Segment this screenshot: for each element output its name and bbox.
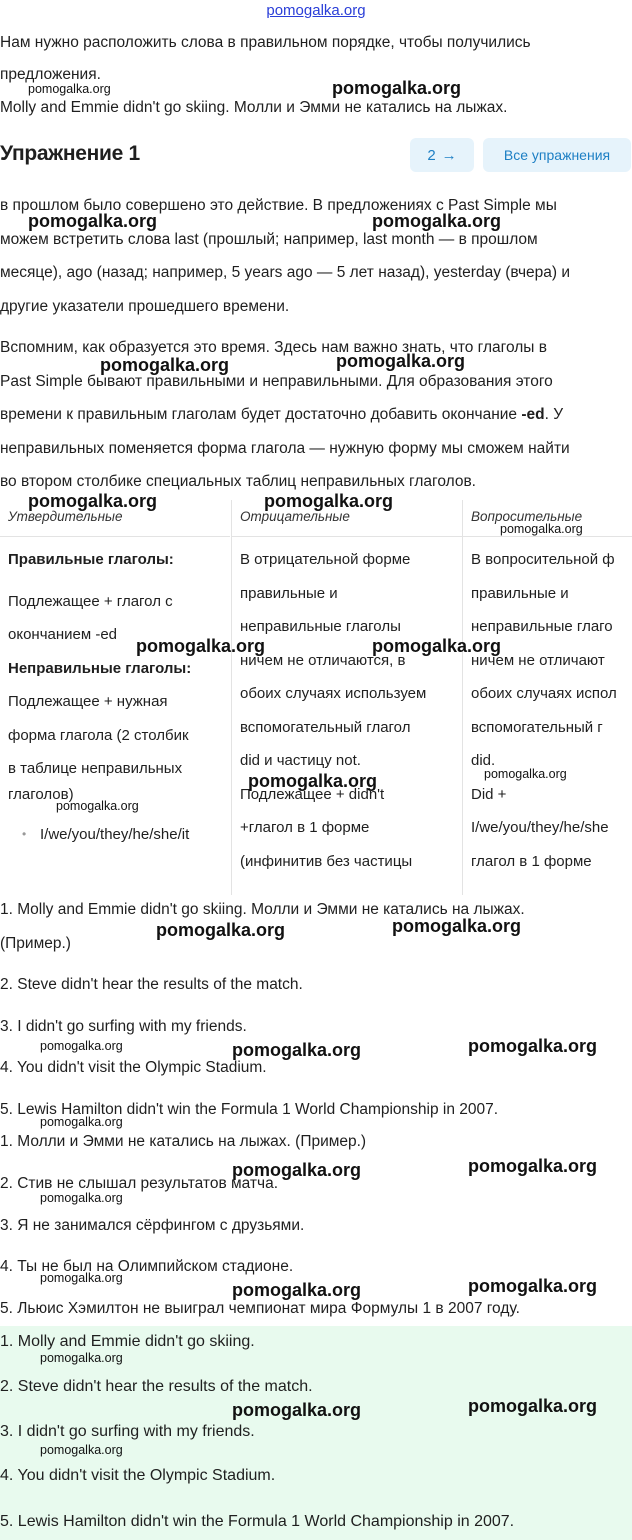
theory-line: Past Simple бывают правильными и неправильными. Для образования этого: [0, 373, 553, 390]
table-cell-line: Подлежащее + didn't: [240, 785, 385, 803]
intro-line-3: Molly and Emmie didn't go skiing. Молли и Эмми не катались на лыжах.: [0, 99, 508, 116]
theory-line: во втором столбике специальных таблиц неправильных глаголов.: [0, 473, 476, 490]
watermark: pomogalka.org: [232, 1280, 362, 1300]
task-en-line: 3. I didn't go surfing with my friends.: [0, 1018, 247, 1035]
table-cell-line: вспомогательный г: [471, 718, 603, 736]
watermark: pomogalka.org: [40, 1443, 123, 1457]
watermark: pomogalka.org: [28, 491, 158, 511]
table-cell-line: (инфинитив без частицы: [240, 852, 413, 870]
watermark: pomogalka.org: [372, 636, 502, 656]
task-en-line: (Пример.): [0, 935, 71, 952]
watermark: pomogalka.org: [484, 767, 567, 781]
arrow-right-icon: →: [441, 146, 457, 164]
regular-verbs-title: Правильные глаголы:: [8, 551, 174, 568]
theory-line: неправильных поменяется форма глагола — нужную форму мы сможем найти: [0, 440, 570, 457]
next-exercise-label: 2: [427, 146, 436, 164]
table-cell-line: В отрицательной форме: [240, 551, 411, 568]
watermark: pomogalka.org: [500, 522, 583, 536]
table-cell-line: I/we/you/they/he/she: [471, 819, 609, 836]
page-title: Упражнение 1: [0, 142, 140, 165]
next-exercise-button[interactable]: [410, 138, 474, 172]
answer-line: 3. I didn't go surfing with my friends.: [0, 1423, 255, 1440]
task-ru-line: 4. Ты не был на Олимпийском стадионе.: [0, 1258, 294, 1275]
table-cell-line: ничем не отличают: [471, 651, 605, 669]
watermark: pomogalka.org: [372, 211, 502, 231]
task-ru-line: 1. Молли и Эмми не катались на лыжах. (Пример.): [0, 1133, 367, 1150]
theory-line: Вспомним, как образуется это время. Здесь нам важно знать, что глаголы в: [0, 339, 547, 356]
intro-line-1: Нам нужно расположить слова в правильном порядке, чтобы получились: [0, 34, 531, 51]
watermark: pomogalka.org: [336, 351, 466, 371]
table-cell-line: окончанием -ed: [8, 626, 118, 643]
watermark: pomogalka.org: [468, 1276, 598, 1296]
watermark: pomogalka.org: [56, 799, 139, 813]
bullet-item: • I/we/you/they/he/she/it: [8, 818, 222, 852]
theory-line: в прошлом было совершено это действие. В предложениях с Past Simple мы: [0, 197, 557, 214]
table-header: Утвердительные: [0, 500, 230, 537]
watermark: pomogalka.org: [156, 920, 286, 940]
table-cell-line: did и частицу not.: [240, 752, 361, 769]
watermark: pomogalka.org: [100, 355, 230, 375]
intro-line-2: предложения.: [0, 66, 101, 83]
irregular-verbs-title: Неправильные глаголы:: [8, 659, 192, 677]
answer-line: 2. Steve didn't hear the results of the match.: [0, 1378, 313, 1395]
watermark: pomogalka.org: [40, 1271, 123, 1285]
table-column-negative: [231, 500, 462, 895]
watermark: pomogalka.org: [136, 636, 266, 656]
watermark: pomogalka.org: [28, 82, 111, 96]
task-en-line: 1. Molly and Emmie didn't go skiing. Молли и Эмми не катались на лыжах.: [0, 901, 525, 918]
task-ru-line: 2. Стив не слышал результатов матча.: [0, 1175, 279, 1192]
watermark: pomogalka.org: [392, 916, 522, 936]
theory-line: можем встретить слова last (прошлый; например, last month — в прошлом: [0, 231, 538, 248]
table-header: Вопросительные: [463, 500, 632, 537]
task-ru-line: 3. Я не занимался сёрфингом с друзьями.: [0, 1217, 305, 1234]
table-cell-line: неправильные глаго: [471, 618, 613, 635]
table-cell-line: +глагол в 1 форме: [240, 819, 370, 836]
table-cell-line: правильные и: [471, 584, 569, 602]
theory-line: другие указатели прошедшего времени.: [0, 298, 290, 315]
watermark: pomogalka.org: [232, 1400, 362, 1420]
table-cell-line: обоих случаях используем: [240, 685, 427, 702]
theory-line: времени к правильным глаголам будет достаточно добавить окончание -ed. У: [0, 406, 564, 423]
task-en-line: 4. You didn't visit the Olympic Stadium.: [0, 1059, 267, 1076]
table-column-interrogative: [462, 500, 632, 895]
watermark: pomogalka.org: [332, 78, 462, 98]
table-cell-line: В вопросительной ф: [471, 551, 615, 568]
all-exercises-button[interactable]: Все упражнения: [483, 138, 631, 172]
table-cell-line: вспомогательный глагол: [240, 718, 411, 736]
watermark: pomogalka.org: [40, 1039, 123, 1053]
table-cell-line: глаголов): [8, 785, 74, 803]
watermark: pomogalka.org: [468, 1036, 598, 1056]
grammar-table: [0, 500, 632, 895]
task-en-line: 5. Lewis Hamilton didn't win the Formula 1 World Championship in 2007.: [0, 1101, 499, 1118]
table-column-affirmative: [0, 500, 230, 895]
task-en-line: 2. Steve didn't hear the results of the match.: [0, 976, 303, 993]
table-cell-line: правильные и: [240, 584, 338, 602]
answer-line: 1. Molly and Emmie didn't go skiing.: [0, 1333, 255, 1350]
watermark: pomogalka.org: [248, 771, 378, 791]
answer-line: 4. You didn't visit the Olympic Stadium.: [0, 1467, 276, 1484]
watermark: pomogalka.org: [468, 1156, 598, 1176]
table-cell-line: Did +: [471, 785, 507, 803]
watermark: pomogalka.org: [468, 1396, 598, 1416]
task-ru-line: 5. Льюис Хэмилтон не выиграл чемпионат мира Формулы 1 в 2007 году.: [0, 1300, 520, 1317]
table-header: Отрицательные: [232, 500, 462, 537]
table-cell-line: Подлежащее + нужная: [8, 693, 168, 710]
watermark: pomogalka.org: [40, 1191, 123, 1205]
watermark: pomogalka.org: [232, 1040, 362, 1060]
table-cell-line: ничем не отличаются, в: [240, 651, 406, 669]
watermark: pomogalka.org: [232, 1160, 362, 1180]
table-cell-line: did.: [471, 752, 496, 769]
table-cell-line: обоих случаях испол: [471, 685, 617, 702]
answer-line: 5. Lewis Hamilton didn't win the Formula 1 World Championship in 2007.: [0, 1513, 515, 1530]
watermark: pomogalka.org: [264, 491, 394, 511]
table-cell-line: глагол в 1 форме: [471, 852, 592, 870]
table-cell-line: в таблице неправильных: [8, 760, 183, 777]
table-cell-line: Подлежащее + глагол с: [8, 592, 173, 610]
theory-line: месяце), ago (назад; например, 5 years ago — 5 лет назад), yesterday (вчера) и: [0, 264, 571, 281]
watermark: pomogalka.org: [28, 211, 158, 231]
site-link[interactable]: pomogalka.org: [266, 2, 366, 19]
table-cell-line: неправильные глаголы: [240, 618, 401, 635]
table-cell-line: форма глагола (2 столбик: [8, 726, 189, 744]
watermark: pomogalka.org: [40, 1115, 123, 1129]
watermark: pomogalka.org: [40, 1351, 123, 1365]
